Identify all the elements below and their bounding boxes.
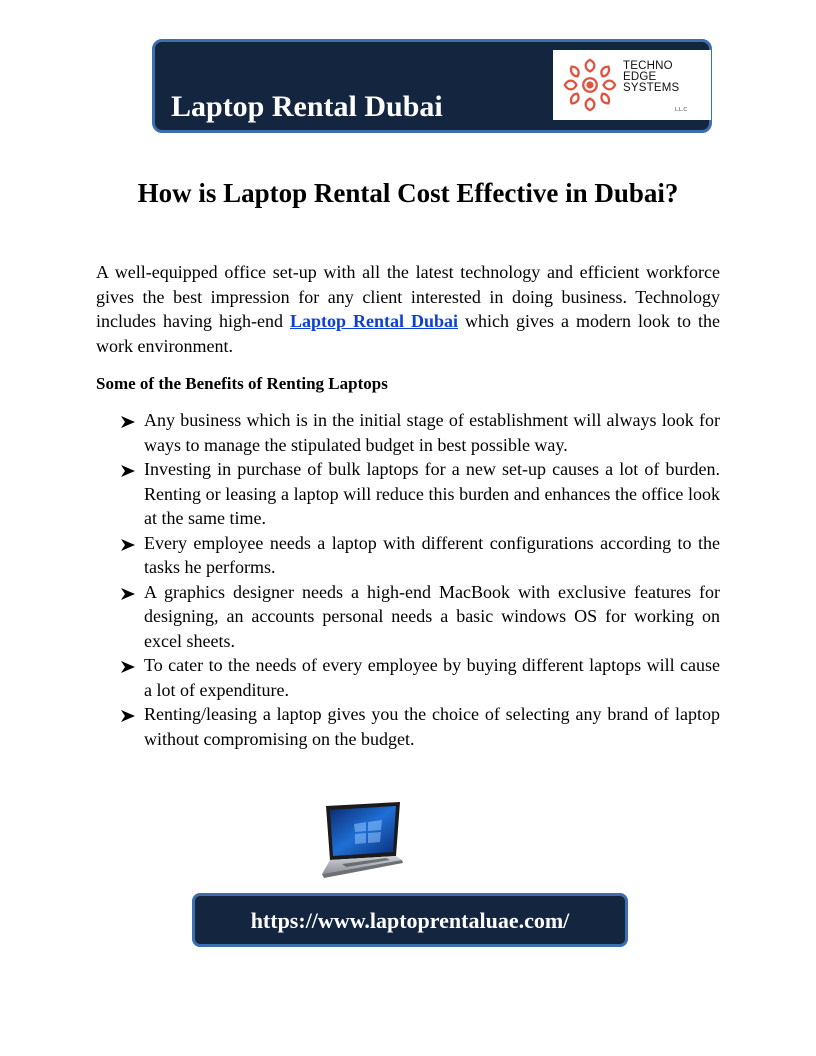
benefit-item bbox=[120, 531, 720, 580]
logo-wordmark bbox=[623, 61, 679, 94]
arrowhead-bullet-icon bbox=[120, 587, 136, 601]
benefit-text: To cater to the needs of every employee by buying different laptops will cause a lot of expenditure. bbox=[144, 655, 720, 700]
arrowhead-bullet-icon bbox=[120, 464, 136, 478]
website-url-banner[interactable] bbox=[192, 893, 628, 947]
website-url[interactable]: https://www.laptoprentaluae.com/ bbox=[250, 908, 570, 933]
company-logo bbox=[553, 50, 711, 120]
intro-text-start: A well-equipped office set-up with all the latest technology and efficient workforce gives the best impression for any client interested in doing business. Technology includes having high-end bbox=[96, 262, 720, 331]
intro-paragraph bbox=[96, 260, 720, 358]
benefit-item bbox=[120, 702, 720, 751]
benefits-list bbox=[120, 408, 720, 751]
header-title: Laptop Rental Dubai bbox=[171, 90, 443, 123]
benefit-item bbox=[120, 408, 720, 457]
benefit-item bbox=[120, 457, 720, 531]
laptop-rental-dubai-link[interactable]: Laptop Rental Dubai bbox=[289, 311, 459, 331]
arrowhead-bullet-icon bbox=[120, 538, 136, 552]
arrowhead-bullet-icon bbox=[120, 709, 136, 723]
benefit-text: Renting/leasing a laptop gives you the choice of selecting any brand of laptop without compromising on the budget. bbox=[144, 704, 720, 749]
techno-edge-logo-icon bbox=[561, 56, 619, 114]
benefit-item bbox=[120, 580, 720, 654]
logo-suffix: L.L.C bbox=[675, 107, 687, 113]
benefits-heading: Some of the Benefits of Renting Laptops bbox=[96, 374, 388, 393]
intro-text-end: which gives a modern look to the work environment. bbox=[96, 311, 720, 356]
logo-line-3: SYSTEMS bbox=[623, 82, 680, 94]
page-title: How is Laptop Rental Cost Effective in Dubai? bbox=[137, 178, 679, 208]
arrowhead-bullet-icon bbox=[120, 660, 136, 674]
benefit-text: Investing in purchase of bulk laptops for a new set-up causes a lot of burden. Renting or leasing a laptop will reduce this burden and enhances the office look at the same time. bbox=[144, 459, 720, 528]
arrowhead-bullet-icon bbox=[120, 415, 136, 429]
benefit-text: Any business which is in the initial stage of establishment will always look for ways to manage the stipulated budget in best possible way. bbox=[144, 410, 720, 455]
header-banner bbox=[152, 39, 712, 133]
benefit-text: A graphics designer needs a high-end MacBook with exclusive features for designing, an accounts personal needs a basic windows OS for working on excel sheets. bbox=[144, 581, 720, 651]
logo-line-2: EDGE bbox=[623, 71, 657, 83]
laptop-image bbox=[282, 800, 404, 880]
logo-line-1: TECHNO bbox=[623, 60, 673, 72]
benefit-text: Every employee needs a laptop with different configurations according to the tasks he performs. bbox=[144, 532, 720, 577]
benefit-item bbox=[120, 653, 720, 702]
